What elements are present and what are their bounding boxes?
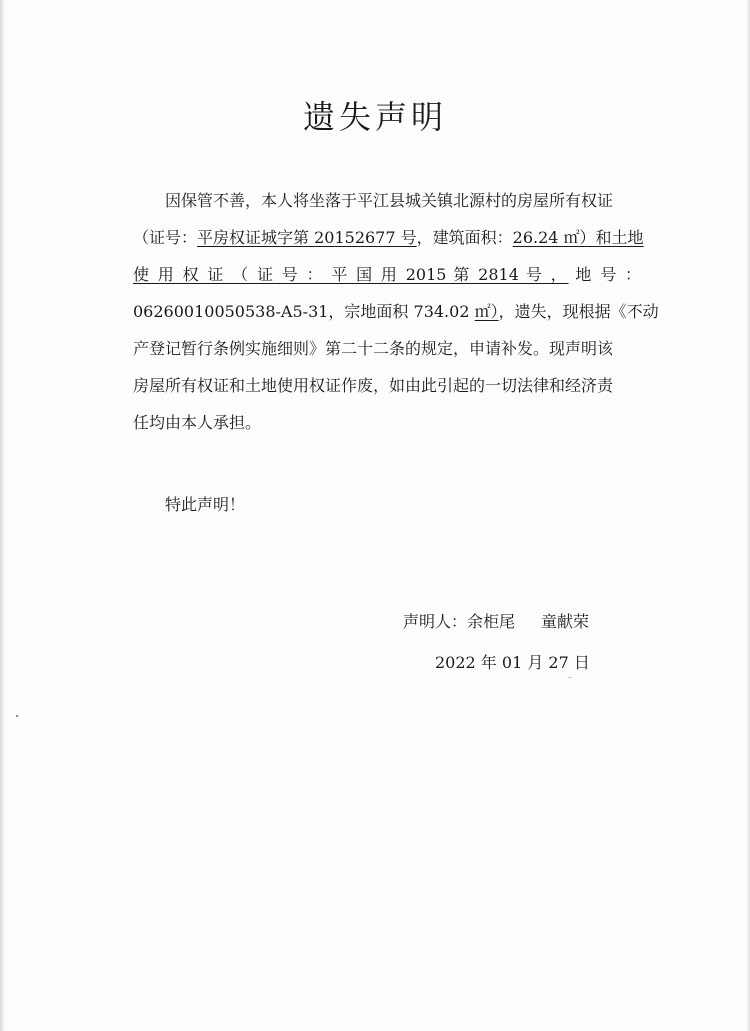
- signature-label: 声明人：: [403, 612, 468, 631]
- signature-block: [403, 609, 589, 632]
- certificate-number: 平房权证城字第 20152677 号: [197, 228, 417, 247]
- scan-edge-right: [746, 0, 750, 1031]
- signer-name-1: 余柜尾: [467, 612, 516, 631]
- body-line-4: 06260010050538-A5-31，宗地面积 734.02 ㎡），遗失，现根据《不动: [133, 302, 659, 321]
- scan-edge-left: [0, 0, 5, 1031]
- body-line-2: （证号：平房权证城字第 20152677 号，建筑面积：26.24 ㎡）和土地: [133, 228, 644, 247]
- body-line-7: 任均由本人承担。: [133, 413, 262, 432]
- signer-name-2: 童献荣: [541, 612, 590, 631]
- body-line-5: 产登记暂行条例实施细则》第二十二条的规定，申请补发。现声明该: [133, 339, 614, 358]
- body-line-1: 因保管不善，本人将坐落于平江县城关镇北源村的房屋所有权证: [165, 191, 614, 210]
- page-title: 遗失声明: [302, 98, 447, 136]
- scan-speck: [16, 715, 18, 717]
- building-area: 26.24 ㎡）和土地: [512, 228, 644, 247]
- body-line-6: 房屋所有权证和土地使用权证作废，如由此引起的一切法律和经济责: [133, 376, 614, 395]
- land-certificate-number: 使 用 权 证 （ 证 号 ： 平 国 用 2015 第 2814 号 ，: [133, 265, 569, 284]
- land-area-unit: ㎡）: [474, 302, 499, 321]
- declaration-date: 2022 年 01 月 27 日: [435, 653, 590, 672]
- declaration-body: [133, 182, 659, 441]
- body-line-3: 使 用 权 证 （ 证 号 ： 平 国 用 2015 第 2814 号 ， 地 号 ：: [133, 265, 641, 284]
- scan-speck: [568, 677, 572, 678]
- closing-statement: 特此声明！: [165, 495, 246, 514]
